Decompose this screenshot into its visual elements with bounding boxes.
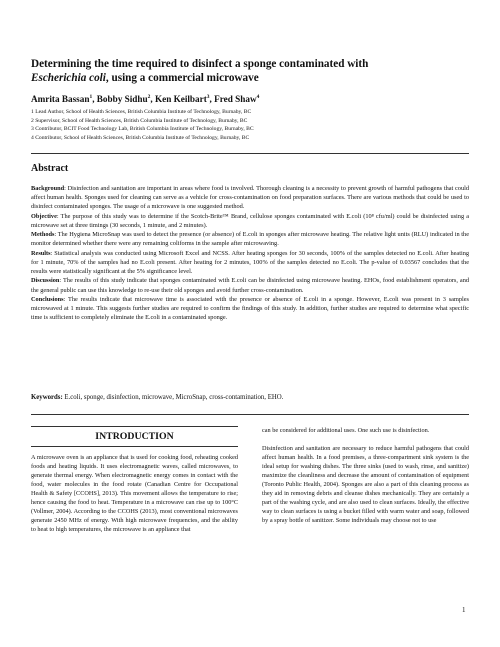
abstract-heading: Abstract <box>31 163 69 174</box>
author-sup: 2 <box>147 94 151 100</box>
abstract-results <box>31 249 469 276</box>
author-sup: 1 <box>89 94 93 100</box>
column-left <box>31 453 238 543</box>
introduction-heading-box <box>31 426 238 447</box>
intro-paragraph: A microwave oven is an appliance that is used for cooking food, reheating cooked foods and heating liquids. It uses electromagnetic waves, called microwaves, to generate thermal energy. When electromagnetic energy comes in contact with the food, water molecules in the food rotate (Canadian Centre for Occupational Health & Safety [CCOHS], 2013). This movement allows the temperature to rise; hence causing the food to heat. Temperature in a microwave can rise up to 100°C (Vollmer, 2004). According to the CCOHS (2013), most conventional microwaves generate 2450 MHz of energy. With high microwave frequencies, and the ability to heat to high temperatures, the microwave is an appliance that <box>31 454 238 534</box>
keywords-label: Keywords: <box>31 394 63 401</box>
abstract-conclusions-label: Conclusions <box>31 296 64 304</box>
abstract-background-label: Background <box>31 185 65 192</box>
abstract-methods-text: : The Hygiena MicroSnap was used to detect the presence (or absence) of E.coli in sponges after microwave heating. The relative light units (RLU) indicated in the monitor determined whether there were any remaining coliforms in the sample after microwaving. <box>31 231 469 248</box>
paper-title <box>31 57 451 85</box>
abstract-discussion-label: Discussion <box>31 277 60 285</box>
abstract-objective-label: Objective <box>31 212 57 220</box>
author-name: Amrita Bassan <box>31 94 90 105</box>
intro-paragraph: Disinfection and sanitation are necessary to reduce harmful pathogens that could affect human health. In a food premises, a three-compartment sink system is the ideal setup for washing dishes. The three sinks (used to wash, rinse, and sanitize) maximize the cleanliness and decrease the amount of contamination of equipment (Toronto Public Health, 2004). Sponges are also a part of this cleaning process as they aid in removing debris and cleanse dishes mechanically. They are certainly a part of the washing cycle, and are also used to clean surfaces. Ideally, the effective way to clean surfaces is using a bucket filled with warm water and soap, followed by a spray bottle of sanitizer. Some individuals may choose not to use <box>262 445 469 525</box>
introduction-heading: INTRODUCTION <box>95 431 174 442</box>
author-list: Amrita Bassan$^1$, Bobby Sidhu$^2$, Ken Keilbart$^3$, Fred Shaw$^4$ <box>31 94 260 105</box>
abstract-background <box>31 184 469 211</box>
abstract-discussion <box>31 276 469 294</box>
author-sup: 4 <box>256 94 260 100</box>
page-number: 1 <box>462 606 466 614</box>
title-organism: Escherichia coli <box>31 72 106 84</box>
affiliation-item: 4 Contributor, School of Health Sciences, British Columbia Institute of Technology, Burnaby, BC <box>31 134 250 141</box>
author-name: Ken Keilbart <box>154 94 207 105</box>
author-sup: 3 <box>206 94 210 100</box>
abstract-conclusions-text: : The results indicate that microwave time is associated with the presence or absence of E.coli in a sponge. However, E.coli was present in 3 samples microwaved at 1 minute. This suggests further studies are required to confirm the findings of this study. In addition, further studies are required to determine what specific time is sufficient to completely eliminate the E.coli in a contaminated sponge. <box>31 296 469 322</box>
abstract-body <box>31 184 469 323</box>
title-line-2: , using a commercial microwave <box>105 72 259 84</box>
author-name: Fred Shaw <box>214 94 257 105</box>
affiliation-list <box>31 108 451 142</box>
divider-bottom <box>31 414 469 415</box>
abstract-methods <box>31 230 469 248</box>
author-name: Bobby Sidhu <box>96 94 148 105</box>
abstract-objective <box>31 212 469 230</box>
abstract-background-text: : Disinfection and sanitation are important in areas where food is involved. Thorough cleaning is a necessity to prevent growth of harmful pathogens that could affect human health. Sponges used for cleaning can serve as a vehicle for cross-contamination on food preparation surfaces. There are various methods that could be used to disinfect contaminated sponges. The usage of a microwave is one suggested method. <box>31 185 469 211</box>
column-right <box>262 426 469 534</box>
affiliation-item: 2 Supervisor, School of Health Sciences, British Columbia Institute of Technology, Burnaby, BC <box>31 117 248 124</box>
keywords-text: E.coli, sponge, disinfection, microwave, MicroSnap, cross-contamination, EHO. <box>62 394 284 401</box>
abstract-methods-label: Methods <box>31 231 55 239</box>
abstract-objective-text: : The purpose of this study was to determine if the Scotch-Brite™ Brand, cellulose sponges contaminated with E.coli (10⁸ cfu/ml) could be disinfected using a microwave set at three timings (30 seconds, 1 minute, and 2 minutes). <box>31 212 469 229</box>
abstract-results-label: Results <box>31 249 51 257</box>
abstract-discussion-text: : The results of this study indicate that sponges contaminated with E.coli can be disinfected using microwave heating. EHOs, food establishment operators, and the general public can use this knowledge to re-use their old sponges and avoid further cross-contamination. <box>31 277 469 294</box>
abstract-conclusions <box>31 295 469 322</box>
keywords <box>31 393 469 402</box>
affiliation-item: 3 Contributor, BCIT Food Technology Lab, British Columbia Institute of Technology, Burnaby, BC <box>31 126 254 133</box>
title-line-1: Determining the time required to disinfect a sponge contaminated with <box>31 58 369 70</box>
affiliation-item: 1 Lead Author, School of Health Sciences, British Columbia Institute of Technology, Burnaby, BC <box>31 109 252 115</box>
divider-top <box>31 153 469 154</box>
intro-paragraph: can be considered for additional uses. One such use is disinfection. <box>262 427 430 434</box>
abstract-results-text: : Statistical analysis was conducted using Microsoft Excel and NCSS. After heating sponges for 30 seconds, 100% of the samples detected no E.coli. After heating for 1 minute, 70% of the samples had no E.coli present. After heating for 2 minutes, 100% of the samples detected no E.coli. The p-value of 0.03567 concludes that the results were statistically significant at the 5% significance level. <box>31 249 469 275</box>
